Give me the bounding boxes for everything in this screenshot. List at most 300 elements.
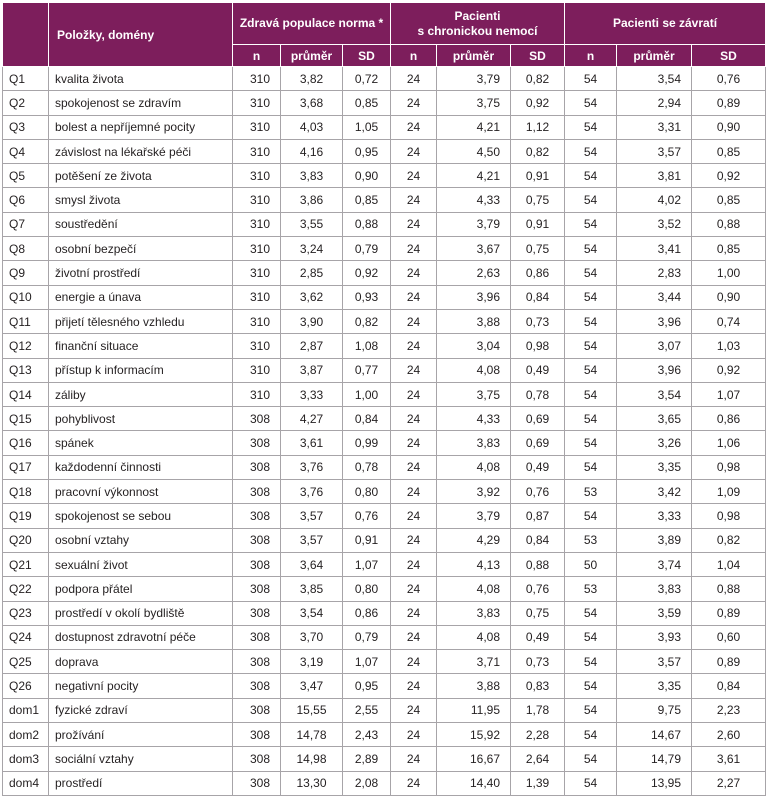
chronic-header-line1: Pacienti: [454, 8, 501, 23]
vertigo-sd-cell: 1,09: [692, 480, 766, 504]
vertigo-sd-cell: 0,85: [692, 237, 766, 261]
chronic-mean-cell: 3,83: [437, 601, 511, 625]
chronic-n-cell: 24: [391, 188, 437, 212]
chronic-n-cell: 24: [391, 212, 437, 236]
healthy-mean-cell: 14,98: [281, 747, 343, 771]
vertigo-mean-cell: 3,26: [617, 431, 692, 455]
vertigo-sd-cell: 2,23: [692, 698, 766, 722]
healthy-n-cell: 310: [233, 261, 281, 285]
vertigo-sd-cell: 0,89: [692, 650, 766, 674]
chronic-mean-cell: 3,71: [437, 650, 511, 674]
row-id: Q25: [3, 650, 49, 674]
row-label: fyzické zdraví: [49, 698, 233, 722]
healthy-n-cell: 310: [233, 115, 281, 139]
healthy-mean-cell: 3,61: [281, 431, 343, 455]
healthy-n-cell: 308: [233, 674, 281, 698]
table-row: [3, 237, 766, 261]
chronic-sd-cell: 0,82: [511, 139, 565, 163]
healthy-sd-cell: 0,85: [343, 91, 391, 115]
chronic-sd-cell: 0,49: [511, 625, 565, 649]
row-id: Q10: [3, 285, 49, 309]
row-label: prostředí: [49, 771, 233, 795]
row-label: závislost na lékařské péči: [49, 139, 233, 163]
healthy-sd-cell: 0,92: [343, 261, 391, 285]
chronic-group-header: [391, 3, 565, 45]
vertigo-n-cell: 54: [565, 237, 617, 261]
vertigo-sd-cell: 3,61: [692, 747, 766, 771]
vertigo-mean-cell: 3,65: [617, 407, 692, 431]
healthy-n-cell: 310: [233, 309, 281, 333]
healthy-mean-cell: 3,87: [281, 358, 343, 382]
healthy-n-cell: 308: [233, 625, 281, 649]
vertigo-sd-cell: 0,74: [692, 309, 766, 333]
vertigo-sd-header: SD: [692, 45, 766, 67]
healthy-n-cell: 308: [233, 552, 281, 576]
chronic-n-cell: 24: [391, 771, 437, 795]
healthy-sd-cell: 0,80: [343, 577, 391, 601]
healthy-sd-cell: 0,78: [343, 455, 391, 479]
healthy-mean-cell: 3,19: [281, 650, 343, 674]
healthy-n-cell: 308: [233, 771, 281, 795]
row-label: negativní pocity: [49, 674, 233, 698]
vertigo-mean-cell: 3,96: [617, 309, 692, 333]
vertigo-sd-cell: 0,86: [692, 407, 766, 431]
healthy-n-cell: 308: [233, 455, 281, 479]
healthy-mean-cell: 2,85: [281, 261, 343, 285]
vertigo-n-cell: 54: [565, 382, 617, 406]
vertigo-mean-header: průměr: [617, 45, 692, 67]
healthy-mean-cell: 4,27: [281, 407, 343, 431]
table-row: [3, 480, 766, 504]
vertigo-mean-cell: 2,94: [617, 91, 692, 115]
vertigo-n-cell: 54: [565, 601, 617, 625]
vertigo-sd-cell: 0,88: [692, 212, 766, 236]
chronic-header-line2: s chronickou nemocí: [417, 23, 538, 38]
vertigo-sd-cell: 0,90: [692, 115, 766, 139]
chronic-mean-cell: 16,67: [437, 747, 511, 771]
vertigo-n-cell: 53: [565, 480, 617, 504]
healthy-sd-cell: 0,95: [343, 139, 391, 163]
vertigo-mean-cell: 3,33: [617, 504, 692, 528]
chronic-n-cell: 24: [391, 164, 437, 188]
chronic-n-cell: 24: [391, 698, 437, 722]
chronic-mean-cell: 4,08: [437, 625, 511, 649]
row-label: smysl života: [49, 188, 233, 212]
healthy-mean-cell: 3,57: [281, 528, 343, 552]
vertigo-n-cell: 54: [565, 504, 617, 528]
chronic-n-cell: 24: [391, 480, 437, 504]
chronic-n-cell: 24: [391, 674, 437, 698]
healthy-mean-cell: 15,55: [281, 698, 343, 722]
chronic-mean-cell: 4,21: [437, 115, 511, 139]
healthy-mean-header: průměr: [281, 45, 343, 67]
vertigo-n-cell: 54: [565, 261, 617, 285]
table-row: [3, 504, 766, 528]
vertigo-n-cell: 54: [565, 407, 617, 431]
vertigo-n-cell: 54: [565, 455, 617, 479]
chronic-mean-cell: 3,88: [437, 309, 511, 333]
chronic-sd-header: SD: [511, 45, 565, 67]
chronic-sd-cell: 0,86: [511, 261, 565, 285]
vertigo-n-cell: 54: [565, 625, 617, 649]
vertigo-mean-cell: 2,83: [617, 261, 692, 285]
vertigo-sd-cell: 0,92: [692, 358, 766, 382]
row-id: Q8: [3, 237, 49, 261]
row-label: finanční situace: [49, 334, 233, 358]
vertigo-mean-cell: 3,57: [617, 650, 692, 674]
vertigo-mean-cell: 3,44: [617, 285, 692, 309]
healthy-n-cell: 308: [233, 407, 281, 431]
vertigo-sd-cell: 0,85: [692, 139, 766, 163]
healthy-n-cell: 308: [233, 747, 281, 771]
vertigo-n-cell: 54: [565, 674, 617, 698]
healthy-sd-cell: 0,80: [343, 480, 391, 504]
vertigo-mean-cell: 3,42: [617, 480, 692, 504]
healthy-sd-cell: 0,99: [343, 431, 391, 455]
vertigo-sd-cell: 0,90: [692, 285, 766, 309]
table-row: [3, 747, 766, 771]
healthy-n-cell: 308: [233, 577, 281, 601]
healthy-sd-cell: 0,85: [343, 188, 391, 212]
row-id: Q2: [3, 91, 49, 115]
healthy-sd-cell: 0,91: [343, 528, 391, 552]
vertigo-mean-cell: 3,57: [617, 139, 692, 163]
table-row: [3, 382, 766, 406]
healthy-n-cell: 308: [233, 431, 281, 455]
vertigo-group-header: Pacienti se závratí: [565, 3, 766, 45]
chronic-n-cell: 24: [391, 552, 437, 576]
table-row: [3, 309, 766, 333]
id-column-header: [3, 3, 49, 67]
row-id: dom1: [3, 698, 49, 722]
healthy-group-header: Zdravá populace norma *: [233, 3, 391, 45]
chronic-mean-cell: 4,29: [437, 528, 511, 552]
table-row: [3, 334, 766, 358]
chronic-sd-cell: 0,82: [511, 67, 565, 91]
vertigo-mean-cell: 3,35: [617, 674, 692, 698]
chronic-n-cell: 24: [391, 723, 437, 747]
healthy-sd-cell: 0,95: [343, 674, 391, 698]
healthy-mean-cell: 14,78: [281, 723, 343, 747]
vertigo-n-header: n: [565, 45, 617, 67]
row-id: Q3: [3, 115, 49, 139]
healthy-n-cell: 310: [233, 91, 281, 115]
vertigo-mean-cell: 14,67: [617, 723, 692, 747]
chronic-mean-cell: 3,96: [437, 285, 511, 309]
healthy-sd-cell: 0,88: [343, 212, 391, 236]
healthy-sd-cell: 0,72: [343, 67, 391, 91]
row-label: přístup k informacím: [49, 358, 233, 382]
table-row: [3, 650, 766, 674]
vertigo-sd-cell: 1,04: [692, 552, 766, 576]
healthy-sd-cell: 2,89: [343, 747, 391, 771]
chronic-sd-cell: 1,39: [511, 771, 565, 795]
vertigo-mean-cell: 3,52: [617, 212, 692, 236]
healthy-n-cell: 308: [233, 480, 281, 504]
chronic-n-cell: 24: [391, 504, 437, 528]
vertigo-mean-cell: 14,79: [617, 747, 692, 771]
healthy-n-cell: 308: [233, 601, 281, 625]
vertigo-mean-cell: 3,89: [617, 528, 692, 552]
row-label: prostředí v okolí bydliště: [49, 601, 233, 625]
table-row: [3, 212, 766, 236]
healthy-n-cell: 310: [233, 237, 281, 261]
row-id: dom2: [3, 723, 49, 747]
healthy-mean-cell: 3,82: [281, 67, 343, 91]
row-id: Q21: [3, 552, 49, 576]
vertigo-n-cell: 54: [565, 188, 617, 212]
table-body: [3, 67, 766, 796]
row-id: Q17: [3, 455, 49, 479]
row-id: Q26: [3, 674, 49, 698]
vertigo-n-cell: 54: [565, 67, 617, 91]
vertigo-sd-cell: 0,88: [692, 577, 766, 601]
vertigo-n-cell: 54: [565, 747, 617, 771]
table-row: [3, 528, 766, 552]
row-label: osobní bezpečí: [49, 237, 233, 261]
vertigo-n-cell: 54: [565, 212, 617, 236]
chronic-mean-cell: 3,67: [437, 237, 511, 261]
healthy-mean-cell: 3,76: [281, 455, 343, 479]
chronic-sd-cell: 0,49: [511, 358, 565, 382]
row-label: potěšení ze života: [49, 164, 233, 188]
row-id: Q6: [3, 188, 49, 212]
row-label: přijetí tělesného vzhledu: [49, 309, 233, 333]
chronic-sd-cell: 0,98: [511, 334, 565, 358]
vertigo-sd-cell: 2,60: [692, 723, 766, 747]
healthy-mean-cell: 3,90: [281, 309, 343, 333]
healthy-sd-cell: 0,86: [343, 601, 391, 625]
chronic-sd-cell: 0,78: [511, 382, 565, 406]
healthy-sd-cell: 0,90: [343, 164, 391, 188]
chronic-n-cell: 24: [391, 601, 437, 625]
healthy-n-cell: 308: [233, 723, 281, 747]
vertigo-n-cell: 54: [565, 650, 617, 674]
table-row: [3, 431, 766, 455]
row-label: kvalita života: [49, 67, 233, 91]
row-id: Q1: [3, 67, 49, 91]
table-row: [3, 164, 766, 188]
row-id: Q4: [3, 139, 49, 163]
vertigo-sd-cell: 0,85: [692, 188, 766, 212]
vertigo-sd-cell: 1,03: [692, 334, 766, 358]
healthy-n-cell: 310: [233, 334, 281, 358]
vertigo-sd-cell: 0,89: [692, 91, 766, 115]
chronic-mean-cell: 4,08: [437, 358, 511, 382]
chronic-sd-cell: 0,84: [511, 285, 565, 309]
healthy-n-header: n: [233, 45, 281, 67]
healthy-n-cell: 308: [233, 698, 281, 722]
healthy-n-cell: 310: [233, 382, 281, 406]
chronic-n-cell: 24: [391, 407, 437, 431]
row-label: doprava: [49, 650, 233, 674]
chronic-n-cell: 24: [391, 650, 437, 674]
chronic-n-cell: 24: [391, 67, 437, 91]
row-label: podpora přátel: [49, 577, 233, 601]
chronic-mean-cell: 4,50: [437, 139, 511, 163]
chronic-mean-cell: 3,92: [437, 480, 511, 504]
chronic-mean-cell: 14,40: [437, 771, 511, 795]
healthy-n-cell: 310: [233, 164, 281, 188]
vertigo-sd-cell: 2,27: [692, 771, 766, 795]
chronic-mean-cell: 4,13: [437, 552, 511, 576]
vertigo-sd-cell: 0,98: [692, 455, 766, 479]
vertigo-mean-cell: 3,81: [617, 164, 692, 188]
healthy-mean-cell: 3,62: [281, 285, 343, 309]
healthy-sd-cell: 1,07: [343, 552, 391, 576]
healthy-mean-cell: 3,86: [281, 188, 343, 212]
row-id: Q13: [3, 358, 49, 382]
healthy-sd-cell: 1,07: [343, 650, 391, 674]
healthy-sd-cell: 0,77: [343, 358, 391, 382]
chronic-n-cell: 24: [391, 261, 437, 285]
table-row: [3, 91, 766, 115]
healthy-sd-cell: 0,93: [343, 285, 391, 309]
row-id: Q18: [3, 480, 49, 504]
vertigo-n-cell: 50: [565, 552, 617, 576]
row-label: bolest a nepříjemné pocity: [49, 115, 233, 139]
chronic-mean-cell: 3,88: [437, 674, 511, 698]
vertigo-n-cell: 54: [565, 698, 617, 722]
vertigo-sd-cell: 0,82: [692, 528, 766, 552]
healthy-mean-cell: 3,76: [281, 480, 343, 504]
chronic-mean-cell: 3,75: [437, 382, 511, 406]
vertigo-mean-cell: 3,35: [617, 455, 692, 479]
healthy-mean-cell: 3,54: [281, 601, 343, 625]
vertigo-n-cell: 54: [565, 164, 617, 188]
table-row: [3, 188, 766, 212]
chronic-sd-cell: 0,69: [511, 431, 565, 455]
table-row: [3, 723, 766, 747]
healthy-n-cell: 310: [233, 285, 281, 309]
chronic-mean-cell: 15,92: [437, 723, 511, 747]
row-id: Q5: [3, 164, 49, 188]
chronic-mean-cell: 4,21: [437, 164, 511, 188]
chronic-n-cell: 24: [391, 382, 437, 406]
healthy-mean-cell: 4,16: [281, 139, 343, 163]
vertigo-sd-cell: 1,00: [692, 261, 766, 285]
vertigo-sd-cell: 0,84: [692, 674, 766, 698]
healthy-mean-cell: 3,33: [281, 382, 343, 406]
chronic-mean-cell: 3,04: [437, 334, 511, 358]
healthy-mean-cell: 3,83: [281, 164, 343, 188]
vertigo-mean-cell: 9,75: [617, 698, 692, 722]
vertigo-n-cell: 54: [565, 771, 617, 795]
vertigo-n-cell: 54: [565, 309, 617, 333]
vertigo-mean-cell: 3,83: [617, 577, 692, 601]
table-row: [3, 261, 766, 285]
healthy-sd-cell: 0,84: [343, 407, 391, 431]
table-row: [3, 601, 766, 625]
healthy-mean-cell: 3,47: [281, 674, 343, 698]
row-id: Q7: [3, 212, 49, 236]
row-id: Q24: [3, 625, 49, 649]
chronic-sd-cell: 2,64: [511, 747, 565, 771]
vertigo-mean-cell: 3,54: [617, 67, 692, 91]
chronic-n-cell: 24: [391, 455, 437, 479]
row-label: spokojenost se sebou: [49, 504, 233, 528]
healthy-sd-cell: 0,79: [343, 237, 391, 261]
healthy-mean-cell: 3,55: [281, 212, 343, 236]
chronic-n-cell: 24: [391, 625, 437, 649]
table-row: [3, 577, 766, 601]
vertigo-sd-cell: 0,89: [692, 601, 766, 625]
vertigo-sd-cell: 0,92: [692, 164, 766, 188]
vertigo-n-cell: 53: [565, 528, 617, 552]
row-label: spánek: [49, 431, 233, 455]
chronic-sd-cell: 0,92: [511, 91, 565, 115]
vertigo-mean-cell: 3,54: [617, 382, 692, 406]
vertigo-n-cell: 54: [565, 139, 617, 163]
row-id: Q20: [3, 528, 49, 552]
row-label: pracovní výkonnost: [49, 480, 233, 504]
vertigo-mean-cell: 3,41: [617, 237, 692, 261]
item-column-header: Položky, domény: [49, 3, 233, 67]
row-id: dom3: [3, 747, 49, 771]
chronic-sd-cell: 0,73: [511, 309, 565, 333]
row-label: sexuální život: [49, 552, 233, 576]
healthy-n-cell: 310: [233, 139, 281, 163]
chronic-sd-cell: 0,83: [511, 674, 565, 698]
chronic-sd-cell: 1,12: [511, 115, 565, 139]
chronic-sd-cell: 0,87: [511, 504, 565, 528]
chronic-n-cell: 24: [391, 309, 437, 333]
healthy-mean-cell: 2,87: [281, 334, 343, 358]
chronic-mean-cell: 4,08: [437, 455, 511, 479]
chronic-n-cell: 24: [391, 334, 437, 358]
chronic-mean-header: průměr: [437, 45, 511, 67]
row-label: každodenní činnosti: [49, 455, 233, 479]
chronic-sd-cell: 2,28: [511, 723, 565, 747]
chronic-sd-cell: 0,73: [511, 650, 565, 674]
vertigo-sd-cell: 1,07: [692, 382, 766, 406]
chronic-sd-cell: 0,91: [511, 212, 565, 236]
chronic-mean-cell: 4,08: [437, 577, 511, 601]
healthy-mean-cell: 3,24: [281, 237, 343, 261]
chronic-mean-cell: 4,33: [437, 407, 511, 431]
chronic-sd-cell: 0,75: [511, 601, 565, 625]
healthy-sd-cell: 2,08: [343, 771, 391, 795]
table-row: [3, 698, 766, 722]
row-id: Q11: [3, 309, 49, 333]
healthy-sd-cell: 1,00: [343, 382, 391, 406]
row-id: Q15: [3, 407, 49, 431]
healthy-n-cell: 308: [233, 650, 281, 674]
table-row: [3, 358, 766, 382]
healthy-n-cell: 310: [233, 188, 281, 212]
chronic-mean-cell: 3,79: [437, 67, 511, 91]
row-label: sociální vztahy: [49, 747, 233, 771]
vertigo-mean-cell: 3,96: [617, 358, 692, 382]
table-row: [3, 771, 766, 795]
healthy-mean-cell: 3,64: [281, 552, 343, 576]
vertigo-n-cell: 54: [565, 285, 617, 309]
vertigo-sd-cell: 0,98: [692, 504, 766, 528]
healthy-n-cell: 308: [233, 528, 281, 552]
row-label: záliby: [49, 382, 233, 406]
vertigo-n-cell: 54: [565, 431, 617, 455]
healthy-sd-cell: 1,08: [343, 334, 391, 358]
chronic-sd-cell: 0,91: [511, 164, 565, 188]
chronic-n-cell: 24: [391, 747, 437, 771]
row-label: soustředění: [49, 212, 233, 236]
vertigo-n-cell: 54: [565, 723, 617, 747]
vertigo-mean-cell: 3,93: [617, 625, 692, 649]
vertigo-mean-cell: 3,59: [617, 601, 692, 625]
chronic-sd-cell: 1,78: [511, 698, 565, 722]
chronic-sd-cell: 0,75: [511, 188, 565, 212]
table-row: [3, 285, 766, 309]
